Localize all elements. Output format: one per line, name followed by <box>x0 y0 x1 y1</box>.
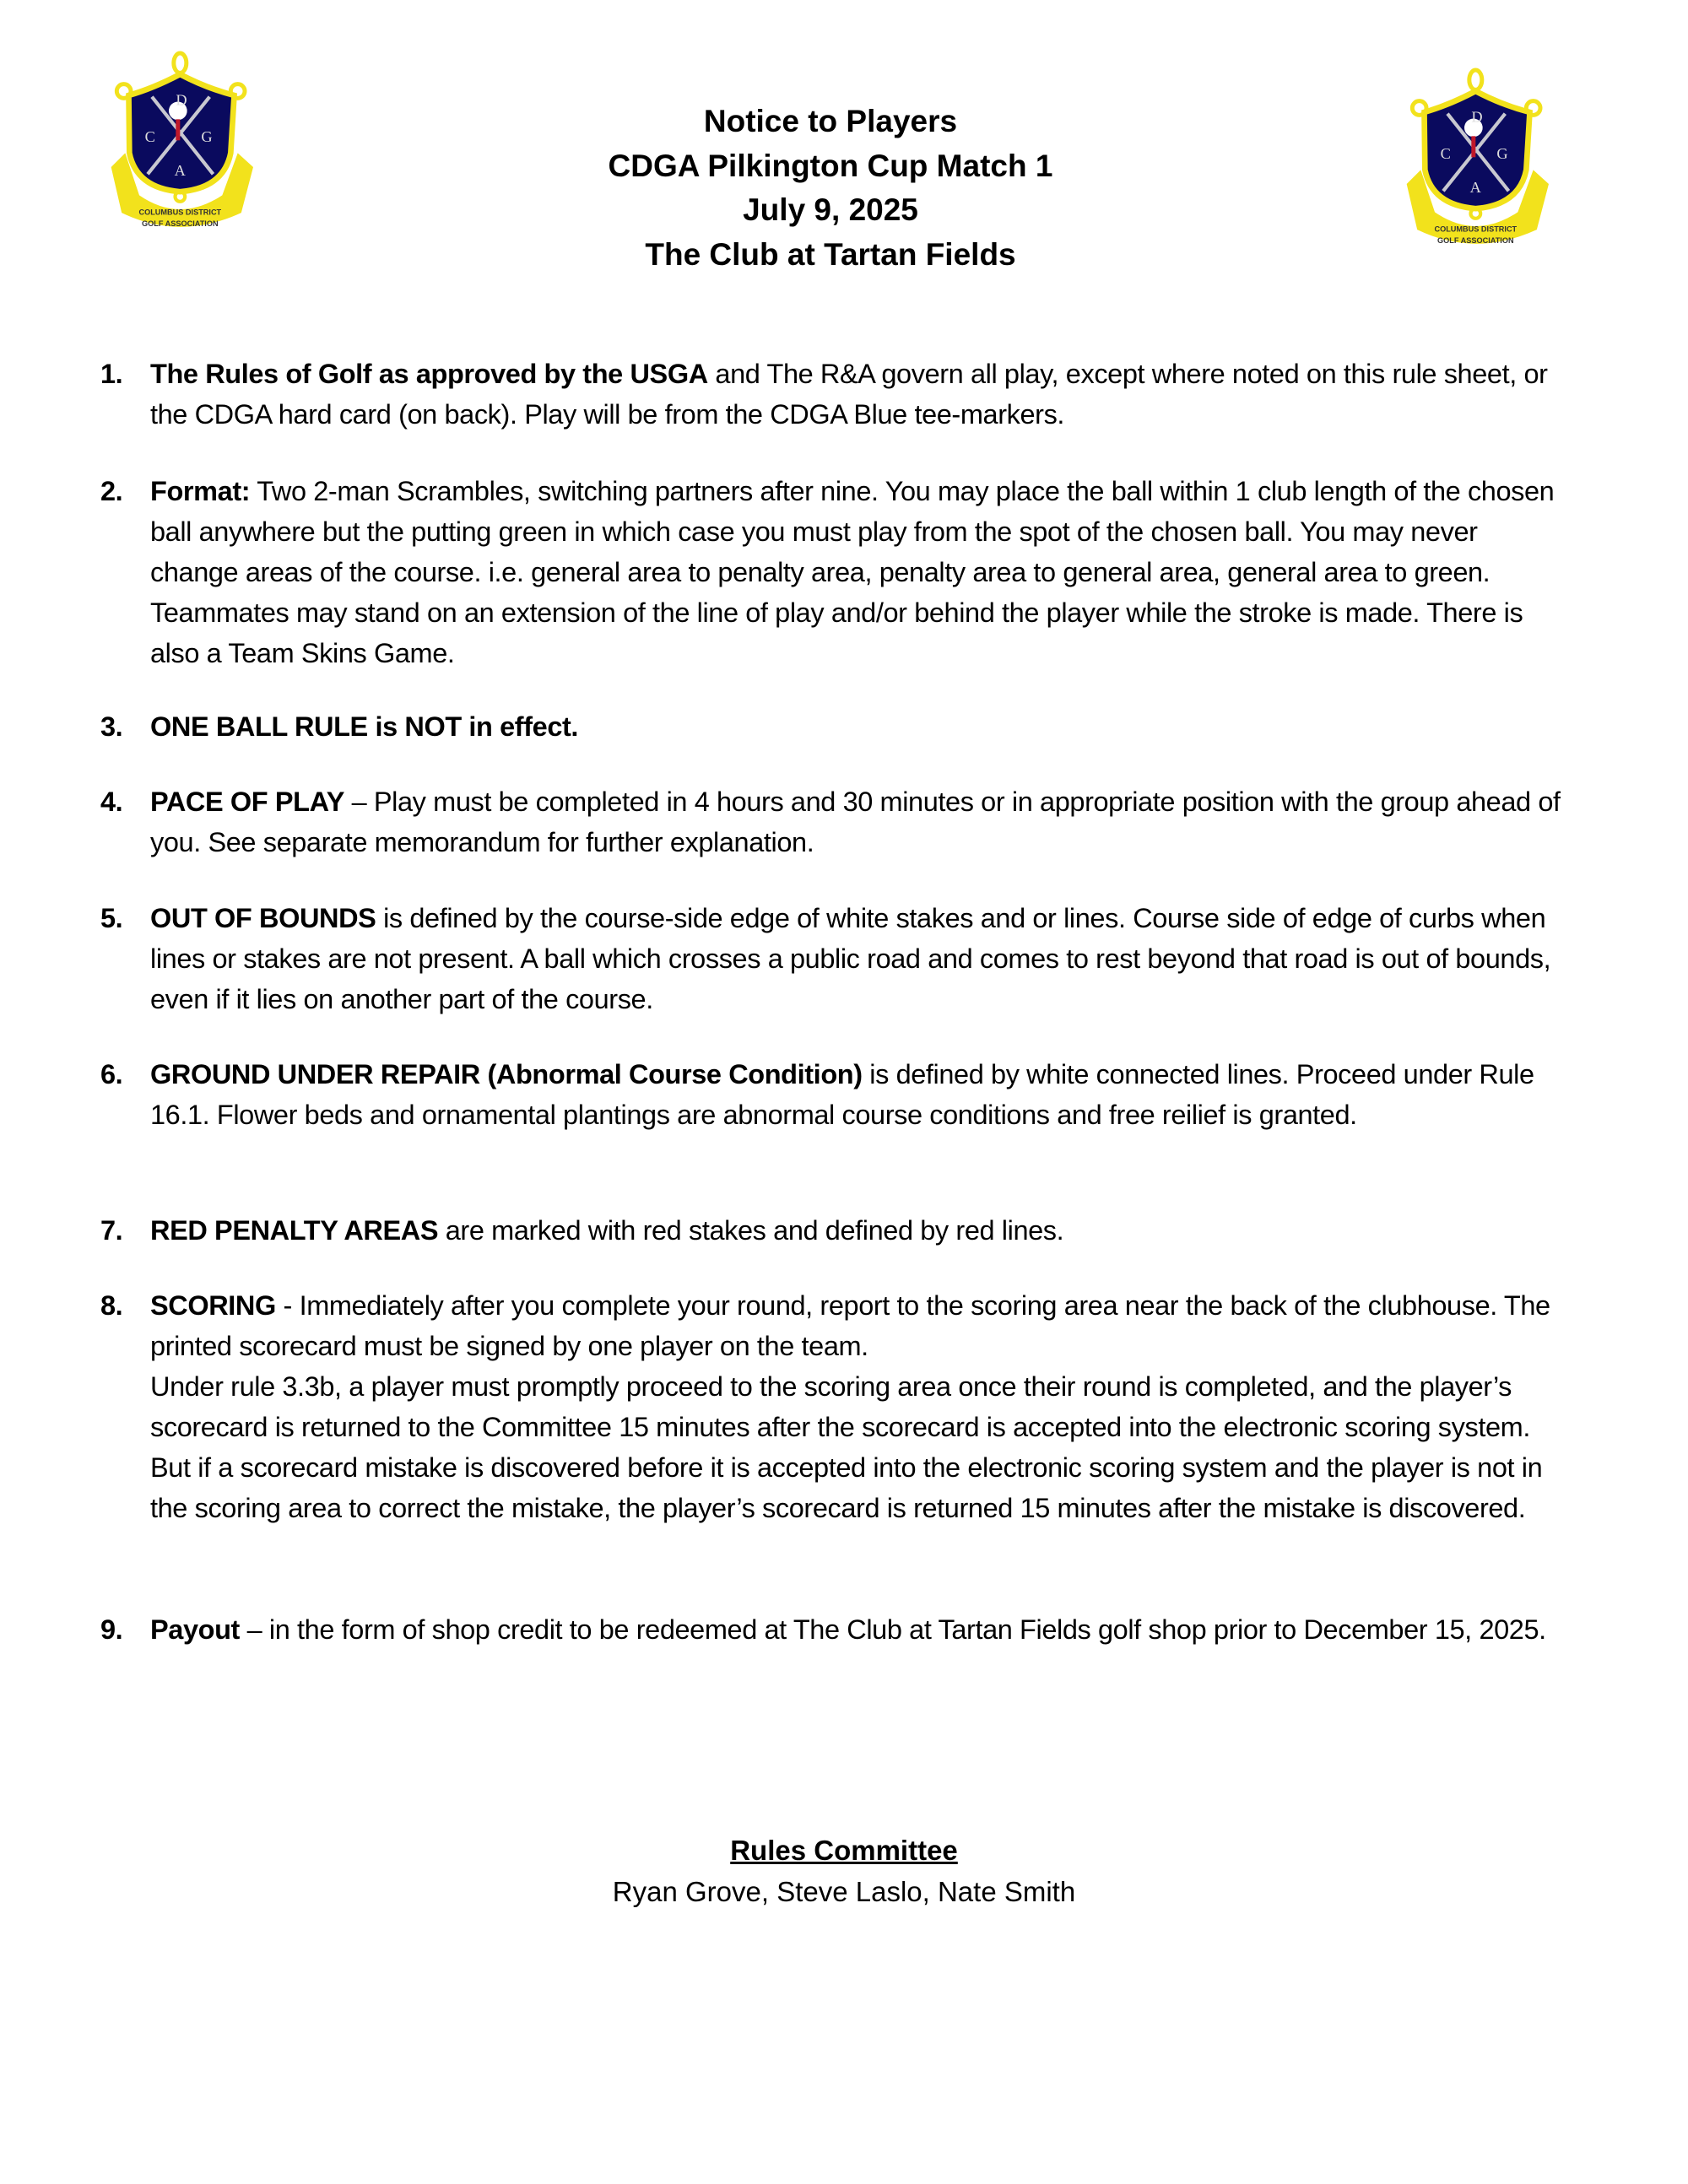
cdga-crest-icon <box>111 53 253 228</box>
item-heading: ONE BALL RULE is NOT in effect. <box>150 711 579 742</box>
item-text: are marked with red stakes and defined by red lines. <box>438 1215 1064 1246</box>
event-name: CDGA Pilkington Cup Match 1 <box>608 148 1053 183</box>
cdga-logo-right <box>1393 57 1561 268</box>
cdga-crest-icon <box>1407 70 1549 245</box>
rule-item-5 <box>100 898 1569 1019</box>
item-heading: SCORING <box>150 1290 276 1321</box>
svg-text:G: G <box>1496 145 1508 162</box>
rule-item-7 <box>100 1210 1569 1251</box>
item-heading: OUT OF BOUNDS <box>150 903 376 933</box>
item-text: - Immediately after you complete your round, report to the scoring area near the back of the clubhouse. The printed scorecard must be signed by one player on the team. <box>150 1290 1550 1361</box>
svg-text:GOLF ASSOCIATION: GOLF ASSOCIATION <box>1437 236 1514 245</box>
rule-item-1 <box>100 354 1569 435</box>
notice-title: Notice to Players <box>703 104 958 138</box>
svg-text:COLUMBUS DISTRICT: COLUMBUS DISTRICT <box>138 208 222 217</box>
svg-text:COLUMBUS DISTRICT: COLUMBUS DISTRICT <box>1434 224 1518 234</box>
item-number: 3. <box>100 711 123 742</box>
rule-item-6 <box>100 1054 1569 1135</box>
item-text: – in the form of shop credit to be redeemed at The Club at Tartan Fields golf shop prior to December 15, 2025. <box>239 1614 1546 1645</box>
svg-text:GOLF ASSOCIATION: GOLF ASSOCIATION <box>142 219 219 228</box>
item-number: 6. <box>100 1059 123 1089</box>
committee-names: Ryan Grove, Steve Laslo, Nate Smith <box>612 1876 1076 1907</box>
cdga-logo-left <box>97 41 266 251</box>
svg-text:G: G <box>201 128 213 145</box>
event-venue: The Club at Tartan Fields <box>645 236 1016 272</box>
event-date: July 9, 2025 <box>743 192 918 227</box>
rule-item-3 <box>100 706 1569 747</box>
committee-title: Rules Committee <box>730 1835 958 1866</box>
item-heading: RED PENALTY AREAS <box>150 1215 439 1246</box>
item-number: 9. <box>100 1614 123 1645</box>
item-text: Two 2-man Scrambles, switching partners after nine. You may place the ball within 1 club length of the chosen ball anywhere but the putting green in which case you must play from the spot of the chosen ball. You may never change areas of the course. i.e. general area to penalty area, penalty area to general area, general area to green. Teammates may stand on an extension of the line of play and/or behind the player while the stroke is made. There is also a Team Skins Game. <box>150 476 1555 668</box>
svg-text:C: C <box>1440 145 1451 162</box>
rule-item-9 <box>100 1609 1569 1650</box>
item-number: 5. <box>100 903 123 933</box>
svg-text:A: A <box>1469 178 1481 196</box>
item-text: is defined by white connected lines. Proceed under Rule 16.1. Flower beds and ornamental plantings are abnormal course conditions and free reilief is granted. <box>150 1059 1534 1130</box>
item-text: and The R&A govern all play, except where noted on this rule sheet, or the CDGA hard card (on back). Play will be from the CDGA Blue tee-markers. <box>150 359 1548 430</box>
item-text-continued: Under rule 3.3b, a player must promptly proceed to the scoring area once their round is completed, and the player’s scorecard is returned to the Committee 15 minutes after the scorecard is accepted into the electronic scoring system. But if a scorecard mistake is discovered before it is accepted into the electronic scoring system and the player is not in the scoring area to correct the mistake, the player’s scorecard is returned 15 minutes after the mistake is discovered. <box>150 1371 1543 1523</box>
rule-item-4 <box>100 781 1569 862</box>
item-number: 4. <box>100 787 123 817</box>
item-text: is defined by the course-side edge of white stakes and or lines. Course side of edge of curbs when lines or stakes are not present. A ball which crosses a public road and comes to rest beyond that road is out of bounds, even if it lies on another part of the course. <box>150 903 1551 1014</box>
item-number: 7. <box>100 1215 123 1246</box>
rule-item-8 <box>100 1285 1569 1528</box>
item-number: 8. <box>100 1290 123 1321</box>
item-heading: Format: <box>150 476 251 506</box>
item-number: 2. <box>100 476 123 506</box>
item-heading: GROUND UNDER REPAIR (Abnormal Course Condition) <box>150 1059 863 1089</box>
item-number: 1. <box>100 359 123 389</box>
signature-block <box>0 1830 1688 1912</box>
item-text: – Play must be completed in 4 hours and 30 minutes or in appropriate position with the group ahead of you. See separate memorandum for further explanation. <box>150 787 1561 857</box>
svg-text:D: D <box>1471 108 1483 126</box>
item-heading: Payout <box>150 1614 240 1645</box>
svg-text:A: A <box>174 161 186 179</box>
notice-header <box>493 100 1168 277</box>
svg-text:D: D <box>176 91 187 109</box>
item-heading: PACE OF PLAY <box>150 787 344 817</box>
rule-item-2 <box>100 471 1569 673</box>
item-heading: The Rules of Golf as approved by the USGA <box>150 359 708 389</box>
svg-text:C: C <box>144 128 155 145</box>
